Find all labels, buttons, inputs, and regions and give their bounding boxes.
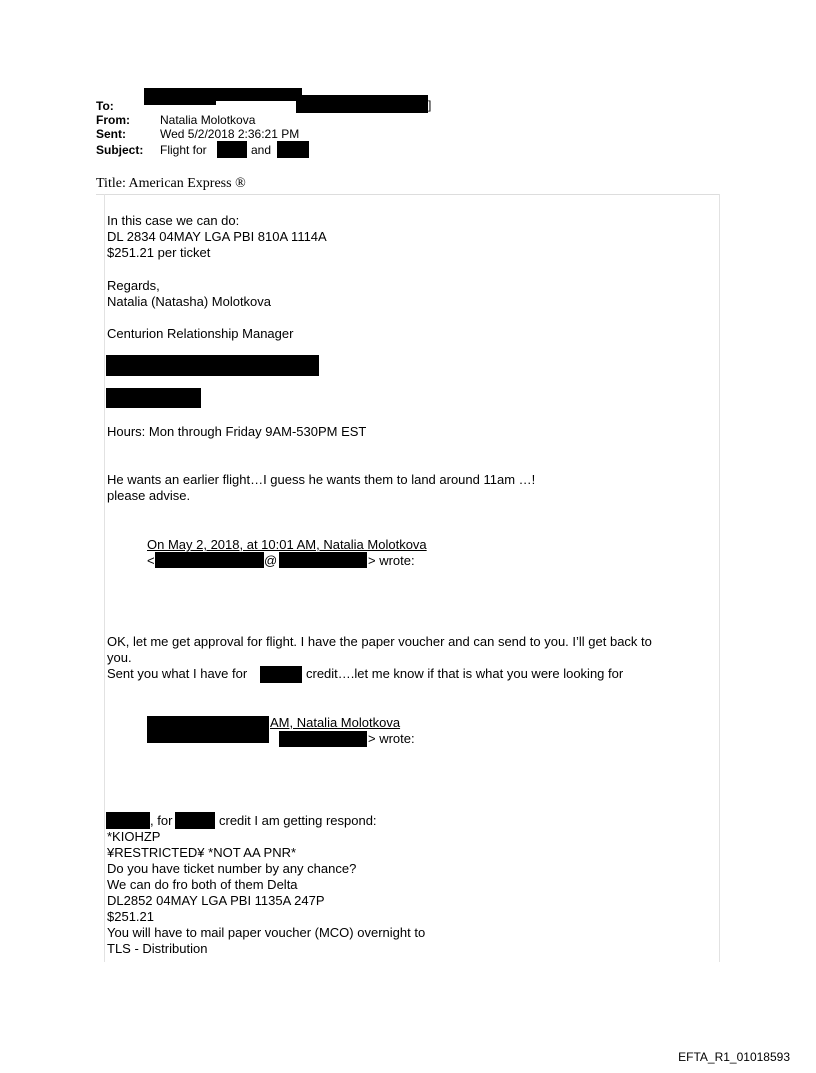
ok-line-2: you. <box>107 650 132 665</box>
resp-line-8: TLS - Distribution <box>107 941 208 956</box>
to-label: To: <box>96 99 114 113</box>
resp-line-1: *KIOHZP <box>107 829 161 844</box>
redaction-to-1 <box>144 100 216 105</box>
redaction-quote1-email-user <box>155 552 264 568</box>
body-line-1: In this case we can do: <box>107 213 240 228</box>
from-label: From: <box>96 113 130 127</box>
body-line-2: DL 2834 04MAY LGA PBI 810A 1114A <box>107 229 327 244</box>
quote1-at: @ <box>264 553 278 568</box>
sent-suffix: credit….let me know if that is what you were looking for <box>306 666 624 681</box>
subject-prefix: Flight for <box>160 143 207 157</box>
hours-line: Hours: Mon through Friday 9AM-530PM EST <box>107 424 367 439</box>
subject-and: and <box>251 143 272 157</box>
sent-prefix: Sent you what I have for <box>107 666 248 681</box>
redaction-subject-1 <box>217 141 247 158</box>
redaction-to-2 <box>296 95 428 113</box>
title-text: Title: American Express ® <box>96 176 246 191</box>
document-id: EFTA_R1_01018593 <box>678 1050 790 1064</box>
resp-line-7: You will have to mail paper voucher (MCO) overnight to <box>107 925 426 940</box>
redaction-quote1-email-domain <box>279 552 367 568</box>
resp-line-4: We can do fro both of them Delta <box>107 877 298 892</box>
resp-line-5: DL2852 04MAY LGA PBI 1135A 247P <box>107 893 325 908</box>
resp-for: , for <box>150 813 173 828</box>
quote1-header-line: On May 2, 2018, at 10:01 AM, Natalia Molotkova <box>147 537 427 552</box>
resp-line-2: ¥RESTRICTED¥ *NOT AA PNR* <box>107 845 297 860</box>
redaction-resp-credit <box>175 812 215 829</box>
signature-role: Centurion Relationship Manager <box>107 326 294 341</box>
redaction-signature-1 <box>106 355 319 376</box>
body-line-3: $251.21 per ticket <box>107 245 211 260</box>
redaction-quote2-header <box>147 716 269 743</box>
earlier-flight-line-1: He wants an earlier flight…I guess he wants them to land around 11am …! <box>107 472 536 487</box>
sent-label: Sent: <box>96 127 126 141</box>
earlier-flight-line-2: please advise. <box>107 488 191 503</box>
ok-line-1: OK, let me get approval for flight. I have the paper voucher and can send to you. I’ll get back to <box>107 634 652 649</box>
title-line <box>96 176 720 195</box>
redaction-quote2-email <box>279 731 367 747</box>
resp-tail: credit I am getting respond: <box>219 813 377 828</box>
resp-line-3: Do you have ticket number by any chance? <box>107 861 357 876</box>
redaction-subject-2 <box>277 141 309 158</box>
quote2-wrote: > wrote: <box>368 731 415 746</box>
subject-label: Subject: <box>96 143 144 157</box>
to-bracket: ] <box>428 98 432 112</box>
sent-value: Wed 5/2/2018 2:36:21 PM <box>160 127 300 141</box>
redaction-sent-name <box>260 666 302 683</box>
quote2-header-tail: AM, Natalia Molotkova <box>270 715 401 730</box>
redaction-resp-name <box>106 812 150 829</box>
quote1-lt: < <box>147 553 155 568</box>
signature-name: Natalia (Natasha) Molotkova <box>107 294 272 309</box>
resp-line-6: $251.21 <box>107 909 154 924</box>
from-value: Natalia Molotkova <box>160 113 256 127</box>
regards: Regards, <box>107 278 160 293</box>
quote1-wrote: > wrote: <box>368 553 415 568</box>
redaction-signature-2 <box>106 388 201 408</box>
